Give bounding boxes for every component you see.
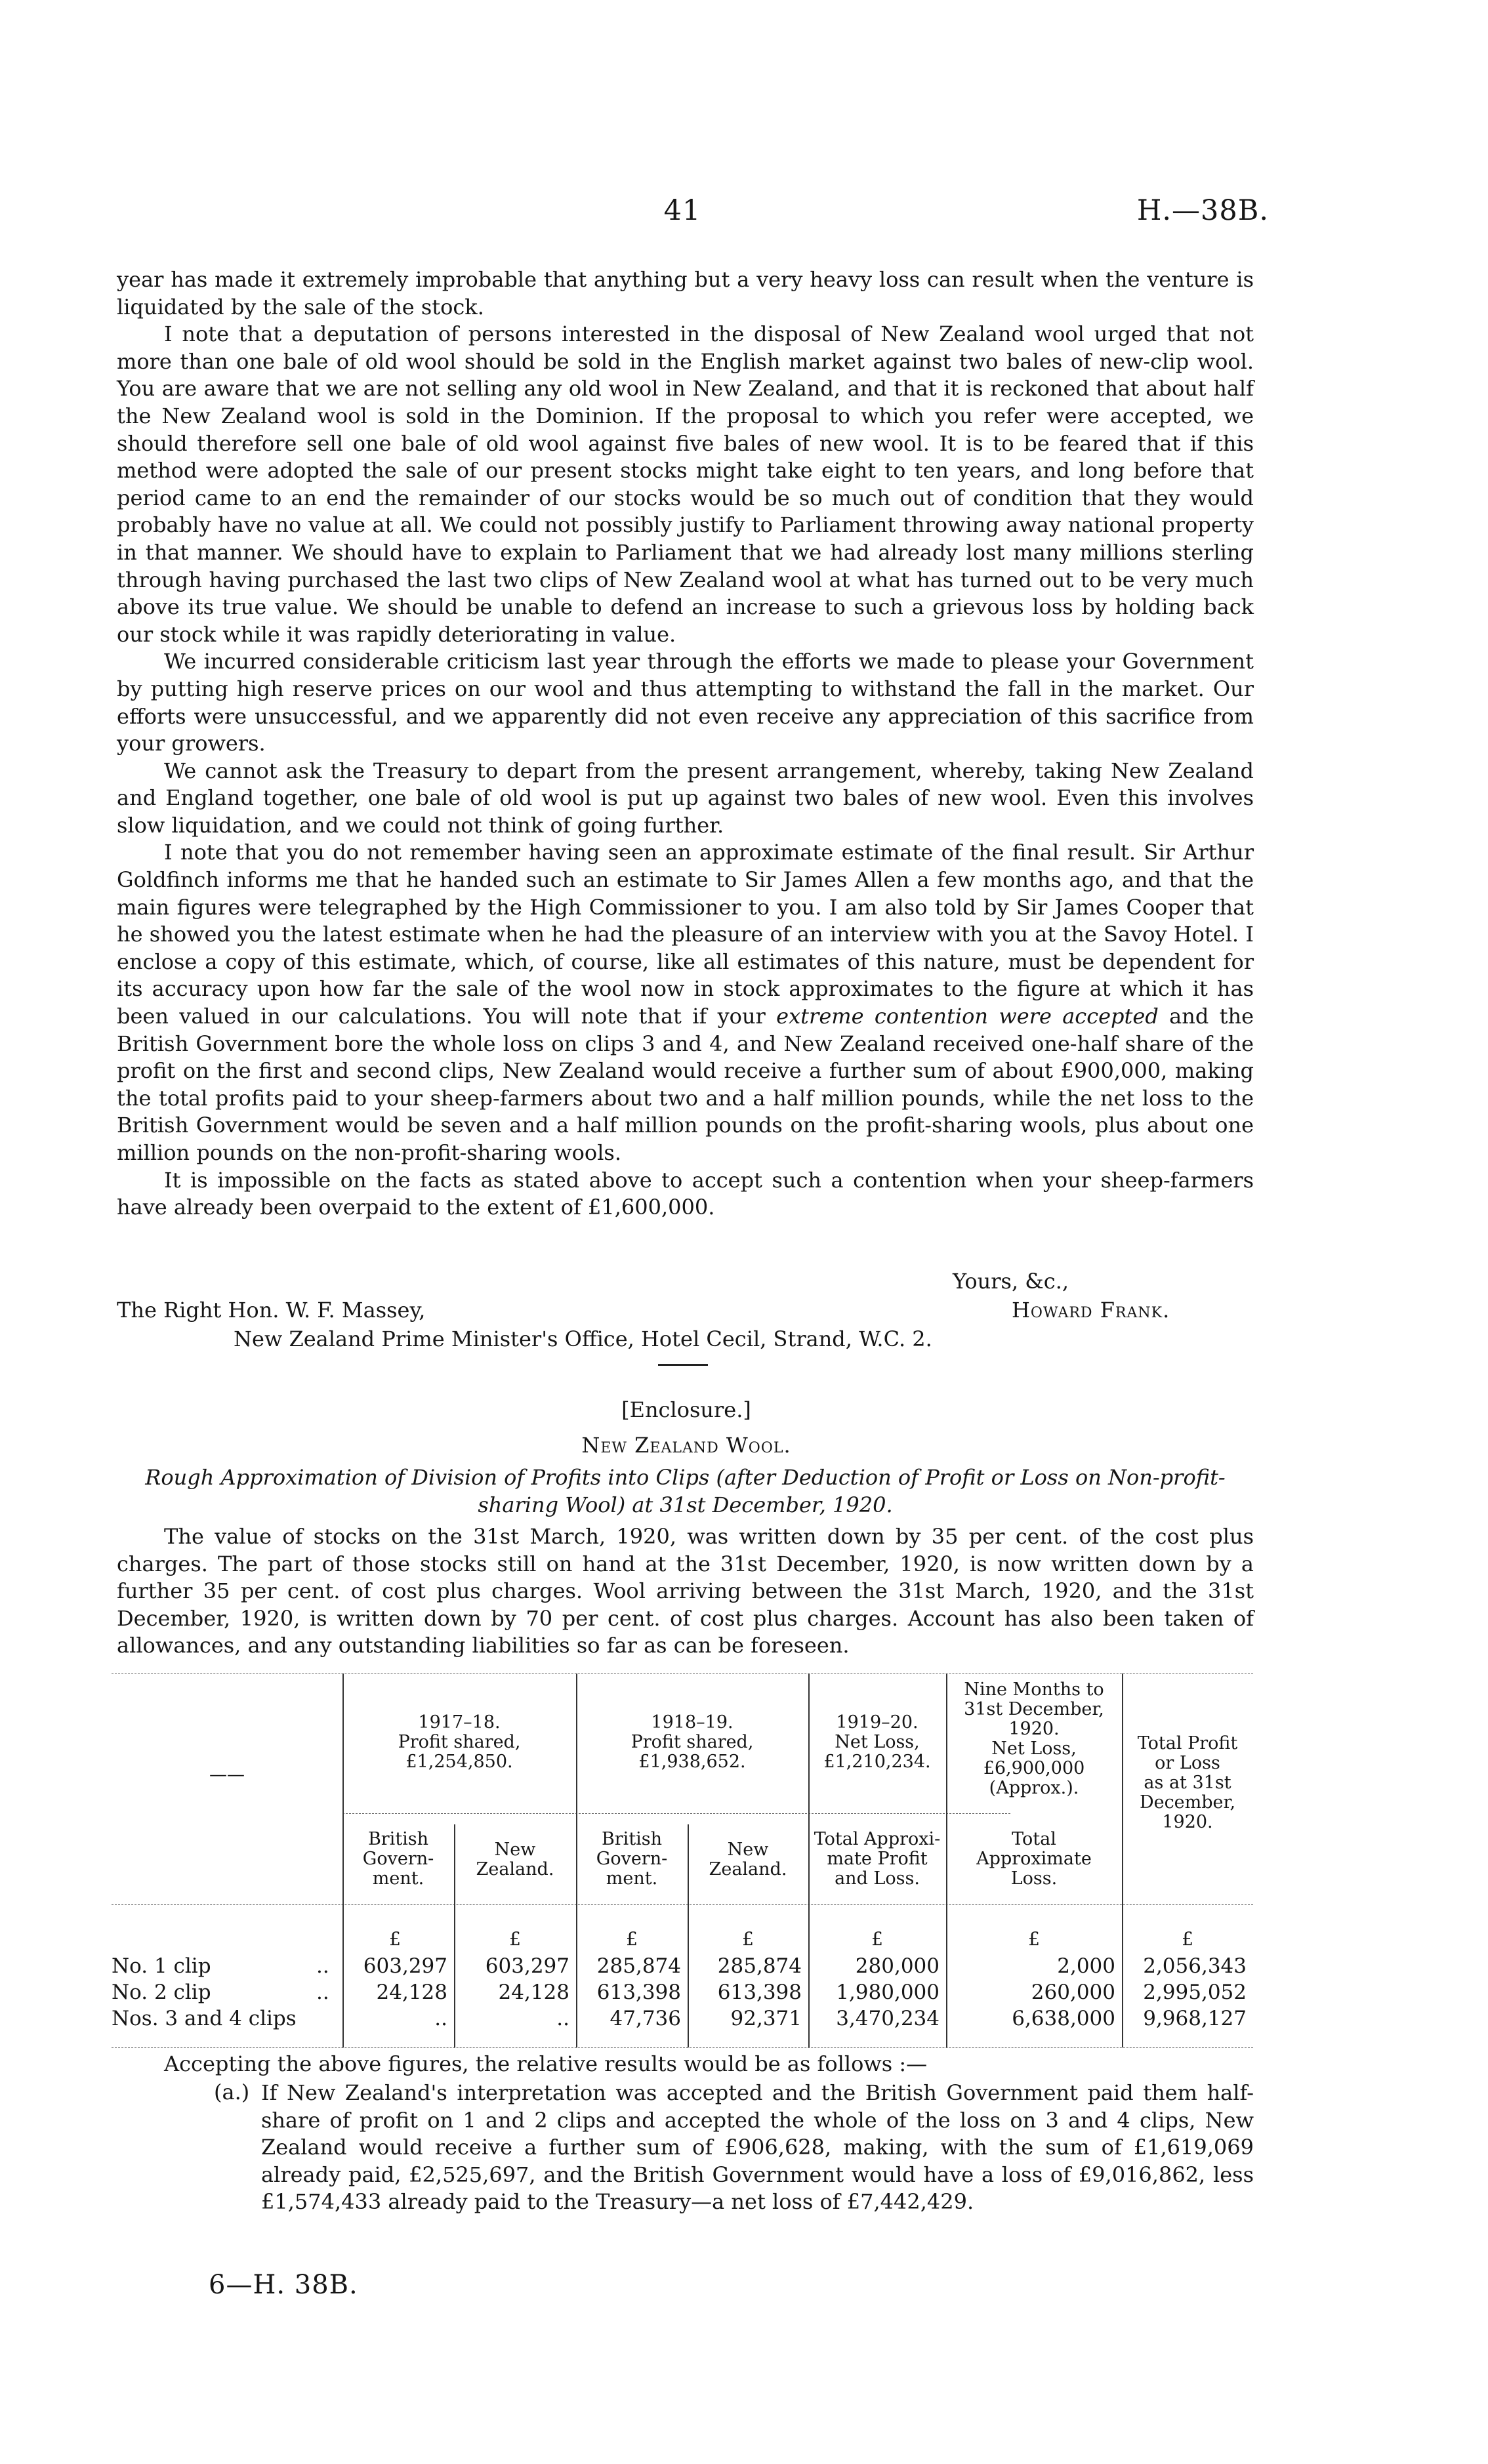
currency-symbol: £	[871, 1928, 883, 1950]
row-leader: ..	[316, 1981, 329, 2004]
header-line: Profit shared,	[630, 1732, 754, 1752]
currency-symbol: £	[389, 1928, 401, 1950]
header-line: Loss.	[1010, 1868, 1058, 1889]
table-cell: 6,638,000	[1012, 2007, 1115, 2030]
header-line: 1917–18.	[418, 1712, 501, 1733]
header-line: 31st December,	[964, 1699, 1104, 1719]
header-line: December,	[1139, 1792, 1236, 1813]
table-cell: 1,980,000	[836, 1981, 940, 2004]
table-cell: 285,874	[717, 1954, 802, 1978]
header-line: or Loss	[1155, 1753, 1220, 1773]
subheader-british	[342, 1830, 454, 1889]
paragraph: year has made it extremely improbable that anything but a very heavy loss can result when the venture is liquidated by the sale of the stock.	[117, 267, 1254, 319]
header-nine-months	[946, 1680, 1122, 1798]
table-subheader-rule	[342, 1813, 1010, 1814]
result-item-a	[261, 2080, 1254, 2216]
paragraph-italic: extreme contention were accepted	[776, 1004, 1159, 1029]
header-line: ment.	[372, 1868, 424, 1889]
signature: Howard Frank.	[1012, 1298, 1170, 1323]
enclosure-title: New Zealand Wool.	[581, 1433, 791, 1458]
header-line: £6,900,000	[983, 1758, 1085, 1778]
header-line: £1,210,234.	[823, 1752, 931, 1772]
header-line: ment.	[606, 1868, 658, 1889]
table-cell: 2,000	[1057, 1954, 1115, 1978]
addressee-address: New Zealand Prime Minister's Office, Hotel Cecil, Strand, W.C. 2.	[234, 1326, 932, 1351]
header-line: Net Loss,	[991, 1738, 1077, 1759]
subheader-approx-loss	[946, 1830, 1122, 1889]
header-total	[1122, 1734, 1253, 1832]
row-leader: ..	[316, 1954, 329, 1978]
table-col-rule	[1122, 1673, 1123, 2047]
table-cell: 92,371	[730, 2007, 802, 2030]
paragraph: I note that a deputation of persons interested in the disposal of New Zealand wool urged that not more than one bale of old wool should be sold in the English market against two bales of new-clip wool. You are aware that we are not selling any old wool in New Zealand, and that it is reckoned that about half the New Zealand wool is sold in the Dominion. If the proposal to which you refer were accepted, we should therefore sell one bale of old wool against five bales of new wool. It is to be feared that if this method were adopted the sale of our present stocks might take eight to ten years, and long before that period came to an end the remainder of our stocks would be so much out of condition that they would probably have no value at all. We could not possibly justify to Parliament throwing away national property in that manner. We should have to explain to Parliament that we had already lost many millions sterling through having purchased the last two clips of New Zealand wool at what has turned out to be very much above its true value. We should be unable to defend an increase to such a grievous loss by holding back our stock while it was rapidly deteriorating in value.	[117, 321, 1254, 647]
header-line: British	[601, 1829, 663, 1849]
paragraph: The value of stocks on the 31st March, 1920, was written down by 35 per cent. of the cost plus charges. The part of those stocks still on hand at the 31st December, 1920, is now written down by a further 35 per cent. of cost plus charges. Wool arriving between the 31st March, 1920, and the 31st December, 1920, is written down by 70 per cent. of cost plus charges. Account has also been taken of allowances, and any outstanding liabilities so far as can be foreseen.	[117, 1524, 1254, 1658]
header-line: Zealand.	[476, 1859, 554, 1879]
enclosure-label: [Enclosure.]	[621, 1397, 751, 1422]
table-cell: 613,398	[596, 1981, 681, 2004]
document-reference: H.—38B.	[1136, 194, 1269, 227]
enclosure-intro	[117, 1523, 1254, 1660]
table-cell: ..	[556, 2007, 569, 2030]
header-line: Total Approxi-	[814, 1829, 941, 1849]
header-line: as at 31st	[1144, 1773, 1231, 1793]
header-line: New	[494, 1839, 536, 1860]
table-cell: 260,000	[1031, 1981, 1115, 2004]
row-label: Nos. 3 and 4 clips	[112, 2007, 297, 2030]
header-line: New	[727, 1839, 769, 1860]
header-line: Nine Months to	[964, 1679, 1104, 1700]
table-cell: 603,297	[363, 1954, 447, 1978]
table-cell: 9,968,127	[1143, 2007, 1247, 2030]
header-1919-20	[808, 1713, 946, 1772]
header-line: Total Profit	[1137, 1733, 1238, 1754]
table-cell: 24,128	[376, 1981, 447, 2004]
header-line: £1,938,652.	[638, 1752, 746, 1772]
paragraph-text: and the British Government bore the whole loss on clips 3 and 4, and New Zealand received one-half share of the profit on the first and second clips, New Zealand would receive a further sum of about £900,000, making the total profits paid to your sheep-farmers about two and a half million pounds, while the net loss to the British Government would be seven and a half million pounds on the profit-sharing wools, plus about one million pounds on the non-profit-sharing wools.	[117, 1004, 1254, 1165]
table-header-blank: ——	[209, 1765, 245, 1785]
header-1918-19	[576, 1713, 808, 1772]
table-cell: 613,398	[717, 1981, 802, 2004]
table-cell: 2,056,343	[1143, 1954, 1247, 1978]
header-line: £1,254,850.	[405, 1752, 513, 1772]
signature-mark: 6—H. 38B.	[209, 2270, 358, 2300]
header-line: (Approx.).	[989, 1778, 1079, 1798]
header-line: Govern-	[596, 1849, 668, 1869]
header-line: British	[367, 1829, 429, 1849]
currency-symbol: £	[1182, 1928, 1193, 1950]
header-line: Approximate	[976, 1849, 1092, 1869]
results-intro	[117, 2051, 1254, 2078]
table-cell: 2,995,052	[1143, 1981, 1247, 2004]
currency-symbol: £	[509, 1928, 521, 1950]
closing: Yours, &c.,	[953, 1269, 1069, 1294]
table-bottom-rule	[112, 2047, 1253, 2048]
table-cell: 3,470,234	[836, 2007, 940, 2030]
paragraph-text: I note that you do not remember having seen an approximate estimate of the final result. Sir Arthur Goldfinch informs me that he handed such an estimate to Sir James Allen a few months ago, and that the main figures were telegraphed by the High Commissioner to you. I am also told by Sir James Cooper that he showed you the latest estimate when he had the pleasure of an interview with you at the Savoy Hotel. I enclose a copy of this estimate, which, of course, like all estimates of this nature, must be dependent for its accuracy upon how far the sale of the wool now in stock approximates to the figure at which it has been valued in our calculations. You will note that if your	[117, 840, 1254, 1029]
subheader-british	[576, 1830, 688, 1889]
paragraph: We cannot ask the Treasury to depart from the present arrangement, whereby, taking New Zealand and England together, one bale of old wool is put up against two bales of new wool. Even this involves slow liquidation, and we could not think of going further.	[117, 758, 1254, 838]
currency-symbol: £	[742, 1928, 754, 1950]
table-cell: 24,128	[498, 1981, 569, 2004]
row-label: No. 2 clip	[112, 1981, 211, 2004]
header-line: Govern-	[362, 1849, 434, 1869]
subheader-nz	[454, 1840, 576, 1879]
divider	[658, 1364, 708, 1366]
header-line: 1920.	[1008, 1719, 1060, 1739]
header-line: 1919–20.	[836, 1712, 919, 1733]
header-line: mate Profit	[827, 1849, 928, 1869]
row-label: No. 1 clip	[112, 1954, 211, 1978]
table-cell: 603,297	[485, 1954, 569, 1978]
header-line: Zealand.	[709, 1859, 787, 1879]
table-cell: 280,000	[855, 1954, 940, 1978]
header-1917-18	[342, 1713, 576, 1772]
currency-symbol: £	[626, 1928, 638, 1950]
paragraph: We incurred considerable criticism last year through the efforts we made to please your Government by putting high reserve prices on our wool and thus attempting to withstand the fall in the market. Our efforts were unsuccessful, and we apparently did not even receive any appreciation of this sacrifice from your growers.	[117, 649, 1254, 756]
letter-body	[117, 266, 1254, 1222]
paragraph: Accepting the above figures, the relative results would be as follows :—	[164, 2051, 928, 2076]
header-line: Profit shared,	[398, 1732, 521, 1752]
header-line: Total	[1012, 1829, 1056, 1849]
item-label: (a.)	[214, 2080, 250, 2105]
table-header-rule	[112, 1904, 1253, 1905]
paragraph: If New Zealand's interpretation was accepted and the British Government paid them half-share of profit on 1 and 2 clips and accepted the whole of the loss on 3 and 4 clips, New Zealand would receive a further sum of £906,628, making, with the sum of £1,619,069 already paid, £2,525,697, and the British Government would have a loss of £9,016,862, less £1,574,433 already paid to the Treasury—a net loss of £7,442,429.	[261, 2080, 1254, 2215]
enclosure-subtitle: Rough Approximation of Division of Profits into Clips (after Deduction of Profit or Loss on Non-profit-sharing Wool) at 31st December, 1920.	[145, 1465, 1226, 1517]
subheader-approx-pl	[808, 1830, 946, 1889]
table-cell: 47,736	[610, 2007, 681, 2030]
paragraph: It is impossible on the facts as stated above to accept such a contention when your sheep-farmers have already been overpaid to the extent of £1,600,000.	[117, 1167, 1254, 1220]
table-cell: 285,874	[596, 1954, 681, 1978]
header-line: and Loss.	[835, 1868, 920, 1889]
header-line: 1918–19.	[651, 1712, 734, 1733]
addressee-name: The Right Hon. W. F. Massey,	[117, 1298, 426, 1323]
table-cell: ..	[434, 2007, 447, 2030]
currency-symbol: £	[1028, 1928, 1040, 1950]
table-top-rule	[112, 1673, 1253, 1674]
paragraph	[117, 839, 1254, 1166]
subheader-nz	[688, 1840, 808, 1879]
header-line: Net Loss,	[835, 1732, 920, 1752]
page-number: 41	[663, 194, 701, 227]
header-line: 1920.	[1162, 1812, 1213, 1832]
